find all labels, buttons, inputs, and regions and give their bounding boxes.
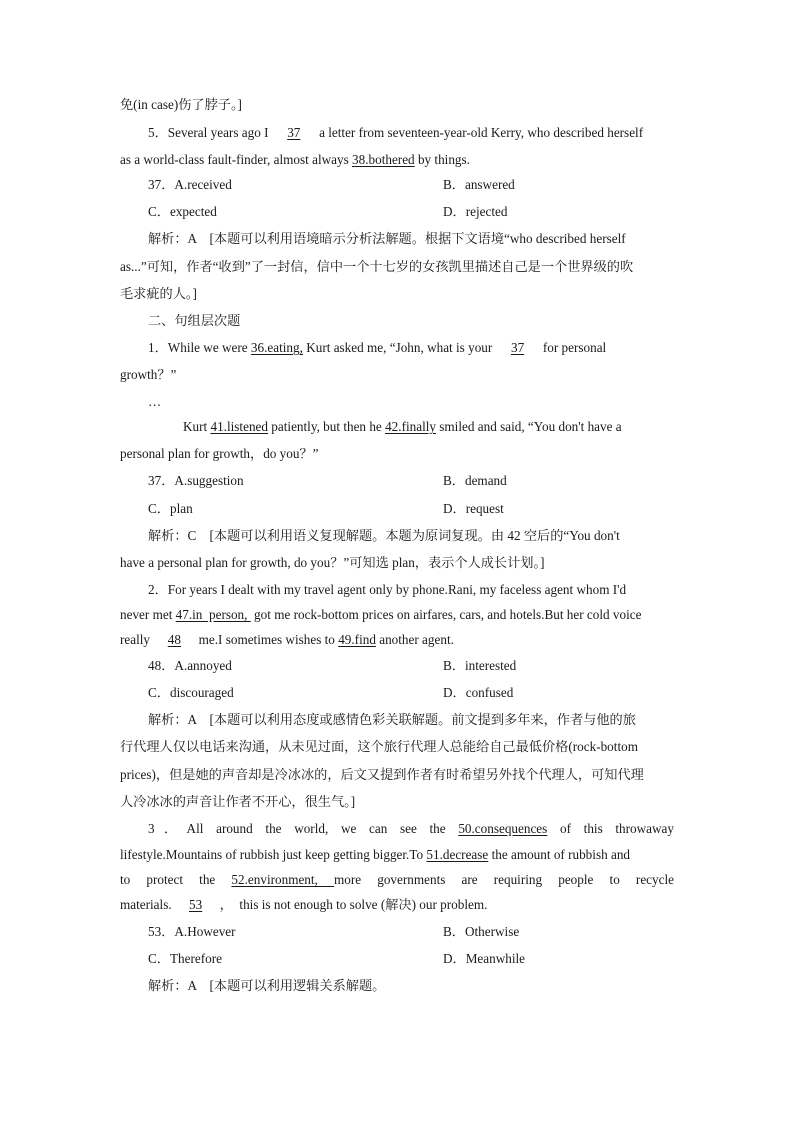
ellipsis: … <box>148 394 162 409</box>
q2-analysis-3: prices)，但是她的声音却是冷冰冰的，后文又提到作者有时希望另外找个代理人，可知代理 <box>120 767 644 782</box>
q2-analysis-2: 行代理人仅以电话来沟通，从未见过面，这个旅行代理人总能给自己最低价格(rock-bottom <box>120 739 638 754</box>
q2-line-3 <box>120 631 674 649</box>
q3-text-h: ， this is not enough to solve (解决) our problem. <box>219 897 488 912</box>
q3-text-c: lifestyle.Mountains of rubbish just keep getting bigger.To <box>120 847 427 862</box>
answer-52: 52.environment, <box>231 872 334 887</box>
q3-text-d: the amount of rubbish and <box>488 847 631 862</box>
q5-analysis-2: as...”可知，作者“收到”了一封信，信中一个十七岁的女孩凯里描述自己是一个世界级的吹 <box>120 259 634 274</box>
q5-analysis-1: 解析：A [本题可以利用语境暗示分析法解题。根据下文语境“who described herself <box>148 231 626 246</box>
q3-text-e: to protect the <box>120 872 232 887</box>
q1-option-c[interactable]: C．plan <box>148 501 193 516</box>
q5-option-a[interactable]: 37．A.received <box>148 177 232 192</box>
q1-option-b[interactable]: B．demand <box>443 473 507 488</box>
q1-line-4 <box>183 418 674 436</box>
q5-option-d[interactable]: D．rejected <box>443 204 508 219</box>
answer-49: 49.find <box>338 632 376 647</box>
q3-line-1 <box>148 820 674 838</box>
q2-line-1: 2．For years I dealt with my travel agent only by phone.Rani, my faceless agent whom I'd <box>148 582 627 597</box>
q1-line-2: growth？” <box>120 367 177 382</box>
q3-text-g: materials. <box>120 897 172 912</box>
q3-line-3 <box>120 871 674 889</box>
q1-text-e: patiently, but then he <box>268 419 386 434</box>
q3-line-4 <box>120 896 674 914</box>
intro-tail: 免(in case)伤了脖子。] <box>120 97 242 112</box>
answer-42: 42.finally <box>385 419 436 434</box>
answer-38: 38.bothered <box>352 152 415 167</box>
q3-option-d[interactable]: D．Meanwhile <box>443 951 526 966</box>
answer-50: 50.consequences <box>458 821 548 836</box>
q1-option-a[interactable]: 37．A.suggestion <box>148 473 244 488</box>
q2-text-a: never met <box>120 607 176 622</box>
q2-analysis-1: 解析：A [本题可以利用态度或感情色彩关联解题。前文提到多年来，作者与他的旅 <box>148 712 636 727</box>
answer-41: 41.listened <box>210 419 268 434</box>
q1-text-c: for personal <box>539 340 607 355</box>
answer-51: 51.decrease <box>426 847 489 862</box>
q5-text-c: as a world-class fault-finder, almost always <box>120 152 353 167</box>
q5-option-c[interactable]: C．expected <box>148 204 217 219</box>
q2-text-d: me.I sometimes wishes to <box>195 632 339 647</box>
q1-analysis-2: have a personal plan for growth, do you？”可知选 plan，表示个人成长计划。] <box>120 555 545 570</box>
q1-line-1 <box>148 339 674 357</box>
q2-option-c[interactable]: C．discouraged <box>148 685 234 700</box>
q5-text-b: a letter from seventeen-year-old Kerry, who described herself <box>315 125 644 140</box>
q1-text-b: Kurt asked me, “John, what is your <box>302 340 496 355</box>
q1-analysis-1: 解析：C [本题可以利用语义复现解题。本题为原词复现。由 42 空后的“You don't <box>148 528 620 543</box>
blank-53[interactable]: 53 <box>189 897 203 912</box>
q3-line-2 <box>120 846 674 864</box>
q2-option-b[interactable]: B．interested <box>443 658 517 673</box>
q5-text-a: 5．Several years ago I <box>148 125 272 140</box>
blank-48[interactable]: 48 <box>167 632 181 647</box>
q5-option-b[interactable]: B．answered <box>443 177 515 192</box>
q3-analysis-1: 解析：A [本题可以利用逻辑关系解题。 <box>148 978 386 993</box>
q3-option-b[interactable]: B．Otherwise <box>443 924 520 939</box>
q5-line-2 <box>120 151 674 169</box>
q2-option-a[interactable]: 48．A.annoyed <box>148 658 232 673</box>
q1-text-f: smiled and said, “You don't have a <box>436 419 622 434</box>
q3-text-a: 3．All around the world, we can see the <box>148 821 459 836</box>
q2-line-2 <box>120 606 674 624</box>
q1-text-a: 1．While we were <box>148 340 251 355</box>
q3-option-c[interactable]: C．Therefore <box>148 951 222 966</box>
q1-line-5: personal plan for growth，do you？” <box>120 446 319 461</box>
q5-analysis-3: 毛求疵的人。] <box>120 286 197 301</box>
answer-36: 36.eating, <box>250 340 303 355</box>
q1-option-d[interactable]: D．request <box>443 501 504 516</box>
q2-option-d[interactable]: D．confused <box>443 685 514 700</box>
q3-option-a[interactable]: 53．A.However <box>148 924 236 939</box>
q5-line-1 <box>148 124 674 142</box>
q2-text-c: really <box>120 632 154 647</box>
q2-text-e: another agent. <box>375 632 454 647</box>
blank-37[interactable]: 37 <box>510 340 525 355</box>
q5-text-d: by things. <box>414 152 470 167</box>
q2-analysis-4: 人冷冰冰的声音让作者不开心，很生气。] <box>120 794 356 809</box>
q2-text-b: got me rock-bottom prices on airfares, cars, and hotels.But her cold voice <box>250 607 642 622</box>
q3-text-f: more governments are requiring people to recycle <box>334 872 674 887</box>
section-heading: 二、句组层次题 <box>148 313 241 328</box>
answer-47: 47.in person, <box>175 607 251 622</box>
blank-37[interactable]: 37 <box>287 125 301 140</box>
q1-text-d: Kurt <box>183 419 211 434</box>
q3-text-b: of this throwaway <box>547 821 674 836</box>
